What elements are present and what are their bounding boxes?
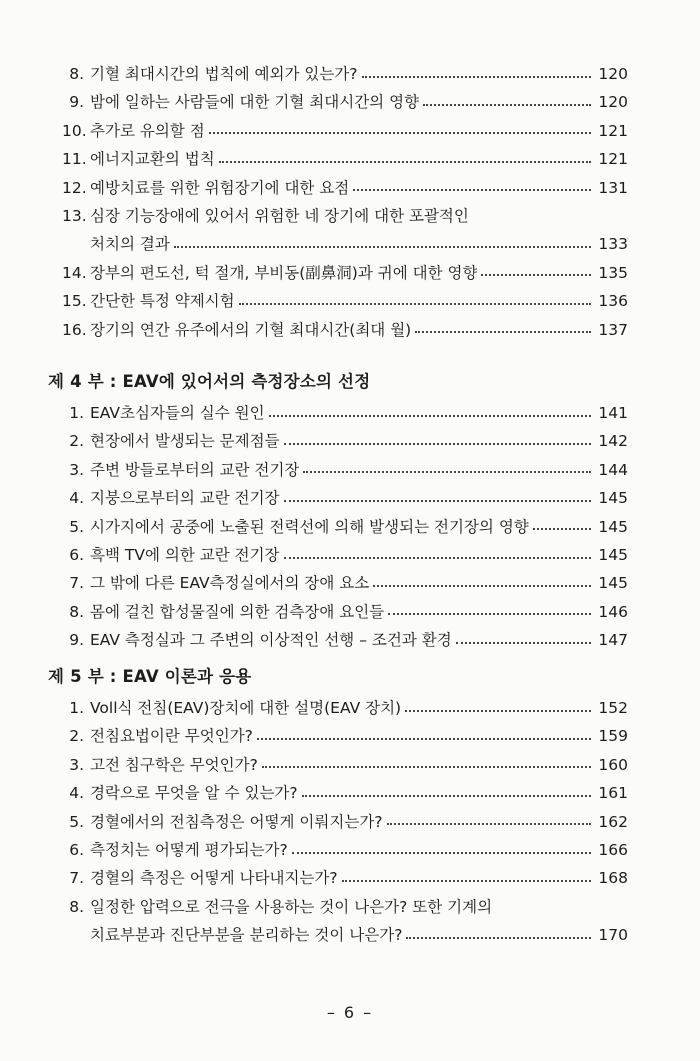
toc-entry-title: 예방치료를 위한 위험장기에 대한 요점 xyxy=(90,178,350,197)
part5-title: 제 5 부 : EAV 이론과 응용 xyxy=(48,667,252,686)
toc-entry-page: 147 xyxy=(598,631,628,650)
toc-entry-page: 120 xyxy=(598,93,628,112)
toc-entry-page: 145 xyxy=(598,574,628,593)
toc-entry-page: 170 xyxy=(598,926,628,945)
toc-entry-page: 135 xyxy=(598,263,628,282)
toc-entry-title: 몸에 걸친 합성물질에 의한 검측장애 요인들 xyxy=(90,602,385,621)
toc-entry-title: 경혈의 측정은 어떻게 나타내지는가? xyxy=(90,869,338,888)
toc-entry-number: 4. xyxy=(69,489,84,508)
toc-entry-page: 141 xyxy=(598,404,628,422)
toc-entry xyxy=(48,836,628,864)
toc-entry-number: 15. xyxy=(62,292,87,311)
dot-leader xyxy=(533,526,591,530)
toc-entry-number: 8. xyxy=(69,602,84,621)
toc-entry-page: 121 xyxy=(598,150,628,169)
toc-entry-number: 16. xyxy=(62,320,87,339)
part4-list xyxy=(48,399,628,655)
toc-entry-number: 6. xyxy=(69,545,84,564)
dot-leader xyxy=(387,821,591,825)
toc-entry-title: 측정치는 어떻게 평가되는가? xyxy=(90,840,288,859)
toc-entry xyxy=(48,174,628,202)
toc-entry-title: 일정한 압력으로 전극을 사용하는 것이 나은가? 또한 기계의 xyxy=(90,897,493,916)
toc-entry-title: 지붕으로부터의 교란 전기장 xyxy=(90,489,280,508)
toc-entry-number: 4. xyxy=(69,784,84,803)
toc-entry-number: 14. xyxy=(62,263,87,282)
toc-entry-page: 145 xyxy=(598,545,628,564)
toc-entry-title: 그 밖에 다른 EAV측정실에서의 장애 요소 xyxy=(90,574,370,593)
toc-entry xyxy=(48,722,628,750)
toc-entry-number: 13. xyxy=(62,206,87,225)
toc-entry-title: 밤에 일하는 사람들에 대한 기혈 최대시간의 영향 xyxy=(90,93,420,112)
toc-entry xyxy=(48,779,628,807)
toc-entry xyxy=(48,484,628,512)
toc-entry xyxy=(48,513,628,541)
toc-entry-number: 1. xyxy=(69,699,84,717)
toc-entry-title: 처치의 결과 xyxy=(90,235,170,254)
toc-entry-title: Voll식 전침(EAV)장치에 대한 설명(EAV 장치) xyxy=(90,699,402,717)
dot-leader xyxy=(284,555,591,559)
dot-leader xyxy=(209,130,591,134)
toc-entry-number: 12. xyxy=(62,178,87,197)
part3-list xyxy=(48,60,628,344)
toc-entry-title: 경락으로 무엇을 알 수 있는가? xyxy=(90,784,298,803)
toc-entry-number: 6. xyxy=(69,840,84,859)
toc-entry-page: 136 xyxy=(598,292,628,311)
toc-entry-title: 전침요법이란 무엇인가? xyxy=(90,727,253,746)
toc-entry xyxy=(48,117,628,145)
toc-entry-page: 145 xyxy=(598,517,628,536)
toc-entry xyxy=(48,60,628,88)
toc-entry-title: 추가로 유의할 점 xyxy=(90,121,205,140)
toc-entry-title: 현장에서 발생되는 문제점들 xyxy=(90,432,280,451)
toc-entry-title: 고전 침구학은 무엇인가? xyxy=(90,755,258,774)
toc-entry-title: 장부의 편도선, 턱 절개, 부비동(副鼻洞)과 귀에 대한 영향 xyxy=(90,263,478,282)
dot-leader xyxy=(239,301,591,305)
part5-section xyxy=(48,664,628,950)
part5-list xyxy=(48,694,628,950)
toc-entry-page: 142 xyxy=(598,432,628,451)
toc-entry xyxy=(48,808,628,836)
dot-leader xyxy=(388,611,591,615)
toc-entry-title: 에너지교환의 법칙 xyxy=(90,150,215,169)
dot-leader xyxy=(405,708,591,712)
toc-entry-page: 137 xyxy=(598,320,628,339)
toc-entry-number: 7. xyxy=(69,869,84,888)
toc-entry-title: 치료부분과 진단부분을 분리하는 것이 나은가? xyxy=(90,926,403,945)
toc-entry-number: 5. xyxy=(69,517,84,536)
dot-leader xyxy=(415,329,591,333)
toc-entry xyxy=(48,626,628,654)
toc-entry-number: 8. xyxy=(69,897,84,916)
dot-leader xyxy=(362,74,591,78)
part4-title: 제 4 부 : EAV에 있어서의 측정장소의 선정 xyxy=(48,372,371,391)
toc-entry-title: 주변 방들로부터의 교란 전기장 xyxy=(90,460,300,479)
toc-entry-number: 5. xyxy=(69,812,84,831)
dot-leader xyxy=(303,469,591,473)
dot-leader xyxy=(219,159,591,163)
toc-entry xyxy=(48,259,628,287)
toc-entry-title: 기혈 최대시간의 법칙에 예외가 있는가? xyxy=(90,65,358,83)
toc-entry xyxy=(48,893,628,921)
toc-entry-title: 심장 기능장애에 있어서 위험한 네 장기에 대한 포괄적인 xyxy=(90,206,469,225)
toc-entry-title: EAV 측정실과 그 주변의 이상적인 선행 – 조건과 환경 xyxy=(90,631,452,650)
toc-entry-number: 1. xyxy=(69,404,84,422)
dot-leader xyxy=(406,935,591,939)
toc-entry xyxy=(48,921,628,949)
toc-entry xyxy=(48,694,628,722)
toc-entry xyxy=(48,316,628,344)
dot-leader xyxy=(284,441,591,445)
toc-entry xyxy=(48,598,628,626)
toc-entry-page: 162 xyxy=(598,812,628,831)
dot-leader xyxy=(342,878,591,882)
toc-entry xyxy=(48,88,628,116)
toc-entry-page: 160 xyxy=(598,755,628,774)
page-number: – 6 – xyxy=(326,1003,374,1022)
dot-leader xyxy=(353,187,591,191)
toc-entry xyxy=(48,456,628,484)
toc-entry-page: 161 xyxy=(598,784,628,803)
toc-entry-title: 경혈에서의 전침측정은 어떻게 이뤄지는가? xyxy=(90,812,383,831)
toc-entry xyxy=(48,569,628,597)
toc-entry-number: 3. xyxy=(69,755,84,774)
toc-entry xyxy=(48,399,628,427)
toc-entry-page: 152 xyxy=(598,699,628,717)
toc-entry-page: 166 xyxy=(598,840,628,859)
dot-leader xyxy=(174,244,591,248)
toc-entry-title: EAV초심자들의 실수 원인 xyxy=(90,404,265,422)
dot-leader xyxy=(423,102,591,106)
toc-entry-number: 8. xyxy=(69,65,84,83)
toc-entry xyxy=(48,202,628,230)
toc-entry-title: 간단한 특정 약제시험 xyxy=(90,292,235,311)
toc-entry-title: 흑백 TV에 의한 교란 전기장 xyxy=(90,545,280,564)
dot-leader xyxy=(481,272,591,276)
toc-entry-page: 144 xyxy=(598,460,628,479)
toc-entry-number: 11. xyxy=(62,150,87,169)
toc-entry xyxy=(48,145,628,173)
toc-entry-number: 3. xyxy=(69,460,84,479)
toc-entry xyxy=(48,864,628,892)
toc-entry xyxy=(48,230,628,258)
toc-entry-number: 9. xyxy=(69,93,84,112)
toc-entry-page: 133 xyxy=(598,235,628,254)
toc-entry-number: 10. xyxy=(62,121,87,140)
toc-entry-title: 시가지에서 공중에 노출된 전력선에 의해 발생되는 전기장의 영향 xyxy=(90,517,529,536)
toc-entry-page: 121 xyxy=(598,121,628,140)
toc-entry-page: 120 xyxy=(598,65,628,83)
dot-leader xyxy=(456,640,591,644)
toc-entry-number: 7. xyxy=(69,574,84,593)
dot-leader xyxy=(269,413,591,417)
toc-entry xyxy=(48,751,628,779)
toc-entry-page: 159 xyxy=(598,727,628,746)
toc-entry xyxy=(48,287,628,315)
toc-entry-title: 장기의 연간 유주에서의 기혈 최대시간(최대 월) xyxy=(90,320,412,339)
toc-entry-number: 2. xyxy=(69,727,84,746)
dot-leader xyxy=(262,764,591,768)
dot-leader xyxy=(284,498,591,502)
toc-entry xyxy=(48,427,628,455)
dot-leader xyxy=(257,736,591,740)
dot-leader xyxy=(292,850,591,854)
part4-section xyxy=(48,369,628,655)
dot-leader xyxy=(373,583,591,587)
toc-entry-page: 131 xyxy=(598,178,628,197)
toc-entry-number: 2. xyxy=(69,432,84,451)
toc-entry-number: 9. xyxy=(69,631,84,650)
toc-entry-page: 145 xyxy=(598,489,628,508)
toc-entry xyxy=(48,541,628,569)
dot-leader xyxy=(302,793,591,797)
toc-entry-page: 168 xyxy=(598,869,628,888)
toc-entry-page: 146 xyxy=(598,602,628,621)
